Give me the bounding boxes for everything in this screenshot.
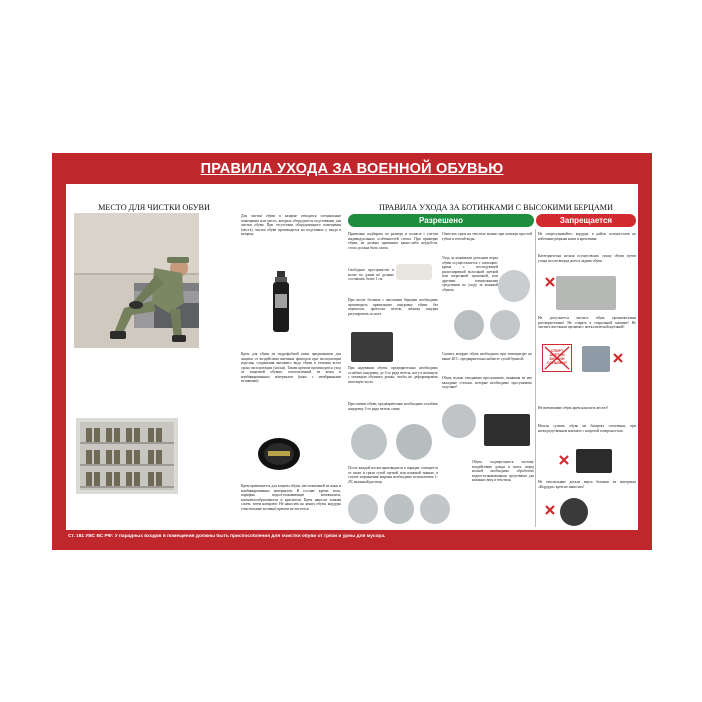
solvent-badge-text: СПИРТ АЦЕТОН БЕНЗИН СОЛЬВЕНТ (546, 349, 568, 365)
cream-application-image (498, 270, 530, 302)
forbidden-x-icon-3 (558, 454, 570, 466)
shoe-cleaning-place-text: Для чистки обуви в казарме отводятся специальные помещения или место, которые оборудуются подставками для чистки обуви. При отсутствии оборудованного помещения (места), чистка обуви производится на подставках у входа в казарму. (241, 214, 341, 236)
washing-machine-image (582, 346, 610, 372)
left-section-heading: МЕСТО ДЛЯ ЧИСТКИ ОБУВИ (98, 203, 210, 212)
forbidden-x-icon-4 (544, 504, 556, 516)
right-section-heading: ПРАВИЛА УХОДА ЗА БОТИНКАМИ С ВЫСОКИМИ БЕРЦАМИ (379, 203, 613, 212)
allowed-text-2: Свободное пространство в носке по длине не должно составлять более 1 см. (348, 268, 394, 281)
column-divider (535, 229, 536, 527)
forbidden-text-2: Категорически нельзя осуществлять сушку обуви путем упора носом вперед ноги в задник обуви (538, 254, 636, 263)
allowed-label: Разрешено (348, 214, 534, 227)
brush-cleaning-image-2 (384, 494, 414, 524)
insoles-image (484, 414, 530, 446)
allowed-text-6: После каждой носки производится в порядке: очищается от пыли и грязи сухой щеткой или влажной тканью, в случае загрязнения жирами необходимо использовать 1-2% мыльный раствор. (348, 466, 438, 484)
wrong-drying-image (556, 276, 616, 310)
forbidden-x-icon-2 (612, 352, 624, 364)
shoe-cream-tin-image (256, 436, 302, 472)
boot-polish-image-2 (490, 310, 520, 340)
loosen-laces-image (396, 424, 432, 460)
cream-usage-text: Крем применяется для защиты обуви, изготовленной из кожи и комбинированных материалов. В составе крема: воск, парафин, водоотталкивающие компоненты, комплексообразователи и красители. Крем наносят тонким слоем, затем натирают. Не наносить на замшу обуви, кордуры (текстильные вставки) кремом не чистится. (241, 484, 341, 511)
drying-boot-image (442, 404, 476, 438)
boot-shelf-photo (76, 418, 178, 494)
spray-can-image (266, 269, 296, 334)
allowed-text-9: Сушить мокрую обувь необходимо при температуре не выше 40 С, предварительно набив ее сухой бумагой. (442, 352, 532, 361)
allowed-text-5: При снятии обуви, предварительно необходимо ослабить шнуровку 3-го ряда петель снизу. (348, 402, 438, 411)
forbidden-text-5: Нельзя сушить обувь на батареях отопления, при непосредственном контакте с нагретой поверхностью. (538, 424, 636, 433)
poster-title: ПРАВИЛА УХОДА ЗА ВОЕННОЙ ОБУВЬЮ (200, 161, 504, 177)
allowed-text-10: Обувь нужно ежедневно просушивать, вынимая из нее вкладные стельки, которые необходимо просушивать отдельно! (442, 376, 532, 389)
brush-cleaning-image-3 (420, 494, 450, 524)
allowed-text-11: Обувь, подвергшуюся частому воздействию дождя и снега, перед ноской необходимо обработать водоотталкивающими средствами для кожаных вещ и текстиля. (472, 460, 534, 482)
brush-cleaning-image-1 (348, 494, 378, 524)
forbidden-x-icon (544, 276, 556, 288)
poster-frame (52, 153, 652, 550)
forbidden-text-1: Не «пересушивайте» кордура, в район соленостатов не избегание разрыва кожи и креплении. (538, 232, 636, 241)
forbidden-text-4: Не впечатываю обувь крем наносить веселе! (538, 406, 609, 410)
radiator-image (576, 449, 612, 473)
taking-off-boot-image (351, 424, 387, 460)
allowed-text-1: Правильно подбирать по размеру и полноте с учетом индивидуальных особенностей стопы. При примерке обуви, не должно причинять каких-либо неудобств, стопа должна быть сжата. (348, 232, 438, 250)
soldier-cleaning-photo (74, 213, 199, 348)
solvent-warning-badge (542, 344, 572, 372)
allowed-text-4: При надевании обуви, предварительно необходимо ослабить шнуровку до 3-го ряда петель, ногу и вытянуть с помощью обувного рожка, чтобы не деформировать пяточную часть. (348, 366, 438, 384)
forbidden-text-3: Не допускается чистить обувь органическими растворителями! Не стирать в стиральной машине! Не чистить жесткими щетками с металлической щетиной! (538, 316, 636, 329)
forbidden-text-6: Не текстильные детали верха ботинок из материала «Кордура» крем не наносить! (538, 480, 636, 489)
lacing-image (351, 332, 393, 362)
forbidden-label: Запрещается (536, 214, 636, 227)
allowed-text-3: При носке ботинок с высокими берцами необходимо производить правильную шнуровку обуви, без перекосов, пропуска петель, затяжку шнурка регулировать по ноге. (348, 298, 438, 316)
hydrophobic-cream-text: Крем для обуви из гидрофобной кожи предназначен для защиты от воздействия внешних факторов при эксплуатации изделия, сохранения внешнего вида обуви в течении всего срока эксплуатации (носки). Таким кремом производится уход за защитной обувью, изготовленной из кожи и комбинированных материалов (кожа с мембранными вставками). (241, 352, 341, 383)
allowed-text-7: Очистить грязь на текстиле можно при помощи простой губки и теплой воды. (442, 232, 532, 241)
allowed-text-8: Уход за кожаными деталями верха обуви осуществляется с помощью: крема с последующей располировкой волосяной щеткой или шерстяной тряпочкой, или другими специальными средствами по уходу за кожаной обувью. (442, 256, 498, 292)
footer-regulation: Ст. 181 УВС ВС РФ: У парадных входов в помещения должны быть приспособления для очистки обуви от грязи и урны для мусора. (68, 534, 386, 539)
boot-polish-image-1 (454, 310, 484, 340)
cordura-boot-image (560, 498, 588, 526)
poster-content (66, 184, 638, 530)
foot-size-image (396, 264, 432, 280)
